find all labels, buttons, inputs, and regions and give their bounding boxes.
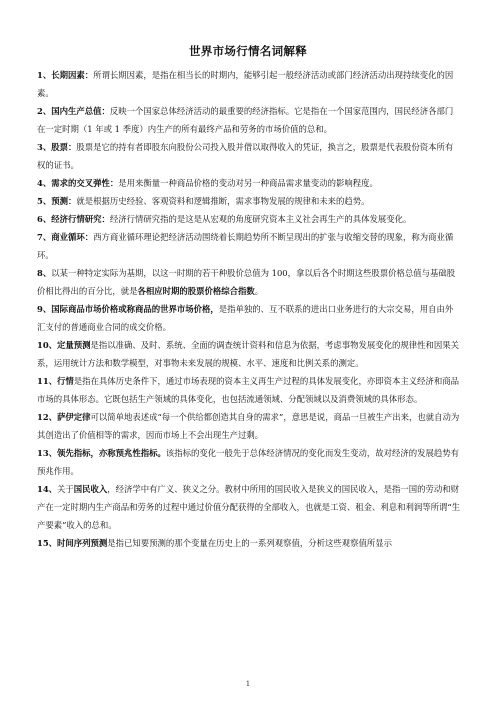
- entry-item: [37, 444, 461, 480]
- entry-definition: ，经济学中有广义、狭义之分。教材中所用的国民收入是狭义的国民收入，是指一国的劳动和财产在一定时期内生产商品和劳务的过程中通过价值分配获得的全部收入，也就是工资、租金、利息和利润等所谓“生产要素”收入的总和。: [37, 484, 461, 530]
- entry-item: [37, 66, 461, 102]
- entry-item: [37, 336, 461, 372]
- entry-number: 9、: [37, 304, 52, 314]
- entry-item: [37, 264, 461, 300]
- entry-item: [37, 534, 461, 552]
- entry-number: 15、: [37, 538, 58, 548]
- entry-definition: 是用来衡量一种商品价格的变动对另一种商品需求量变动的影响程度。: [118, 178, 378, 188]
- entry-item: [37, 228, 461, 264]
- entry-term: 各相应时期的股票价格综合指数: [137, 286, 255, 296]
- entry-number: 5、: [37, 196, 52, 206]
- entry-term: 领先指标，亦称预兆性指标。: [57, 448, 166, 458]
- entry-definition: 经济行情研究指的是这是从宏观的角度研究资本主义社会再生产的具体发展变化。: [109, 214, 412, 224]
- entry-text: 关于: [57, 484, 74, 494]
- entry-number: 4、: [37, 178, 52, 188]
- entry-definition: 是指单独的、互不联系的进出口业务进行的大宗交易，用自由外汇支付的普通商业合同的成交价格。: [37, 304, 454, 332]
- entry-item: [37, 210, 461, 228]
- entry-number: 1、: [37, 70, 52, 80]
- entry-item: [37, 408, 461, 444]
- document-title: 世界市场行情名词解释: [189, 44, 307, 58]
- entry-item: [37, 480, 461, 534]
- entry-definition: 是指在具体历史条件下，通过市场表现的资本主义再生产过程的具体发展变化，亦即资本主义经济和商品市场的具体形态。它既包括生产领域的具体变化，也包括流通领域、分配领域以及消费领域的具体形态。: [37, 376, 460, 404]
- entry-definition: 。: [254, 286, 264, 296]
- entry-text: 以某一种特定实际为基期，以这一时期的若干种股价总值为 100，拿以后各个时期这些股票价格总值与基础股价相比得出的百分比，就是: [37, 268, 456, 296]
- entry-number: 10、: [37, 340, 58, 350]
- entry-list: [37, 66, 461, 552]
- entry-number: 7、: [37, 232, 52, 242]
- entry-item: [37, 192, 461, 210]
- entry-term: 股票：: [51, 142, 77, 152]
- entry-term: 预测：: [51, 196, 77, 206]
- entry-item: [37, 102, 461, 138]
- entry-term: 国内生产总值：: [51, 106, 110, 116]
- entry-term: 长期因素：: [51, 70, 94, 80]
- entry-term: 需求的交叉弹性：: [51, 178, 119, 188]
- entry-definition: 是指已知要预测的那个变量在历史上的一系列观察值，分析这些观察值所显示: [107, 538, 393, 548]
- entry-definition: 反映一个国家总体经济活动的最重要的经济指标。它是指在一个国家范围内，国民经济各部门在一定时期（1 年或 1 季度）内生产的所有最终产品和劳务的市场价值的总和。: [37, 106, 454, 134]
- entry-term: 时间序列预测: [57, 538, 108, 548]
- entry-number: 8、: [37, 268, 52, 278]
- entry-definition: 该指标的变化一般先于总体经济情况的变化而发生变动，故对经济的发展趋势有预兆作用。: [37, 448, 460, 476]
- entry-item: [37, 138, 461, 174]
- entry-term: 萨伊定律: [57, 412, 91, 422]
- entry-definition: 可以简单地表述成“每一个供给都创造其自身的需求”，意思是说，商品一旦被生产出来，也就自动为其创造出了价值相等的需求，因而市场上不会出现生产过剩。: [37, 412, 460, 440]
- entry-number: 13、: [37, 448, 58, 458]
- page-number: 1: [245, 680, 251, 688]
- entry-number: 6、: [37, 214, 52, 224]
- entry-term: 经济行情研究：: [51, 214, 110, 224]
- entry-definition: 就是根据历史经验、客观资料和逻辑推断，需求事物发展的规律和未来的趋势。: [76, 196, 370, 206]
- entry-number: 14、: [37, 484, 58, 494]
- entry-number: 3、: [37, 142, 52, 152]
- entry-definition: 所谓长期因素，是指在相当长的时期内，能够引起一般经济活动或部门经济活动出现持续变化的因素。: [37, 70, 454, 98]
- entry-number: 2、: [37, 106, 52, 116]
- entry-item: [37, 372, 461, 408]
- entry-term: 商业循环：: [51, 232, 94, 242]
- entry-item: [37, 300, 461, 336]
- entry-term: 国民收入: [73, 484, 108, 494]
- entry-number: 11、: [37, 376, 58, 386]
- entry-number: 12、: [37, 412, 58, 422]
- entry-term: 定量预测: [57, 340, 91, 350]
- entry-item: [37, 174, 461, 192]
- entry-definition: 是指以准确、及时、系统、全面的调查统计资料和信息为依据，考虑事物发展变化的规律性和因果关系，运用统计方法和数学模型，对事物未来发展的规模、水平、速度和比例关系的测定。: [37, 340, 460, 368]
- entry-term: 国际商品市场价格或称商品的世界市场价格，: [51, 304, 219, 314]
- entry-definition: 西方商业循环理论把经济活动围绕着长期趋势所不断呈现出的扩张与收缩交替的现象，称为商业循环。: [37, 232, 454, 260]
- entry-term: 行情: [57, 376, 74, 386]
- entry-definition: 股票是它的持有者即股东向股份公司投入股并借以取得收入的凭证，换言之，股票是代表股份资本所有权的证书。: [37, 142, 454, 170]
